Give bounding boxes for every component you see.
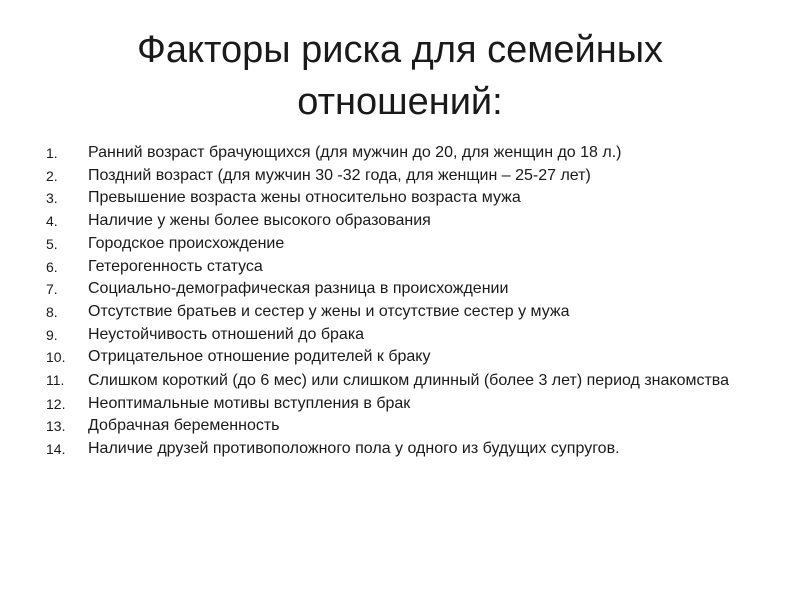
item-text: Слишком короткий (до 6 мес) или слишком длинный (более 3 лет) период знакомства xyxy=(88,372,730,390)
list-item xyxy=(46,187,776,210)
item-text: Социально-демографическая разница в происхождении xyxy=(88,280,509,298)
list-item xyxy=(46,278,776,301)
item-number: 12. xyxy=(46,395,66,412)
item-number: 14. xyxy=(46,441,66,458)
list-item xyxy=(46,393,776,416)
item-number: 9. xyxy=(46,326,58,343)
item-text: Отрицательное отношение родителей к браку xyxy=(88,348,431,366)
title-line-2: отношений: xyxy=(297,81,503,123)
item-text: Гетерогенность статуса xyxy=(88,257,263,275)
list-item xyxy=(46,369,776,393)
item-number: 4. xyxy=(46,213,58,230)
item-number: 1. xyxy=(46,145,58,161)
item-text: Неоптимальные мотивы вступления в брак xyxy=(88,394,411,412)
item-text: Ранний возраст брачующихся (для мужчин до 20, для женщин до 18 л.) xyxy=(88,144,622,161)
item-text: Отсутствие братьев и сестер у жены и отсутствие сестер у мужа xyxy=(88,302,570,320)
list-item xyxy=(46,324,776,347)
list-item xyxy=(46,415,776,438)
item-text: Наличие друзей противоположного пола у одного из будущих супругов. xyxy=(88,440,620,458)
item-number: 6. xyxy=(46,258,58,275)
item-number: 13. xyxy=(46,418,66,435)
list-item xyxy=(46,233,776,256)
item-number: 3. xyxy=(46,190,58,207)
item-text: Неустойчивость отношений до брака xyxy=(88,325,365,343)
title-line-1: Факторы риска для семейных xyxy=(136,29,664,71)
slide-title xyxy=(60,24,740,128)
risk-factor-list xyxy=(46,142,776,461)
item-number: 7. xyxy=(46,281,58,298)
item-number: 11. xyxy=(46,372,65,389)
list-item xyxy=(46,301,776,324)
item-number: 10. xyxy=(46,349,66,366)
item-text: Наличие у жены более высокого образования xyxy=(88,212,431,230)
list-item xyxy=(46,256,776,279)
list-item xyxy=(46,142,776,165)
item-text: Превышение возраста жены относительно возраста мужа xyxy=(88,189,521,207)
item-number: 8. xyxy=(46,303,58,320)
item-number: 5. xyxy=(46,235,58,252)
list-item xyxy=(46,346,776,369)
item-text: Поздний возраст (для мужчин 30 -32 года, для женщин – 25-27 лет) xyxy=(88,166,591,184)
list-item xyxy=(46,210,776,233)
list-item xyxy=(46,165,776,188)
item-text: Городское происхождение xyxy=(88,234,285,252)
item-number: 2. xyxy=(46,167,58,184)
list-item xyxy=(46,438,776,461)
item-text: Добрачная беременность xyxy=(88,417,280,435)
